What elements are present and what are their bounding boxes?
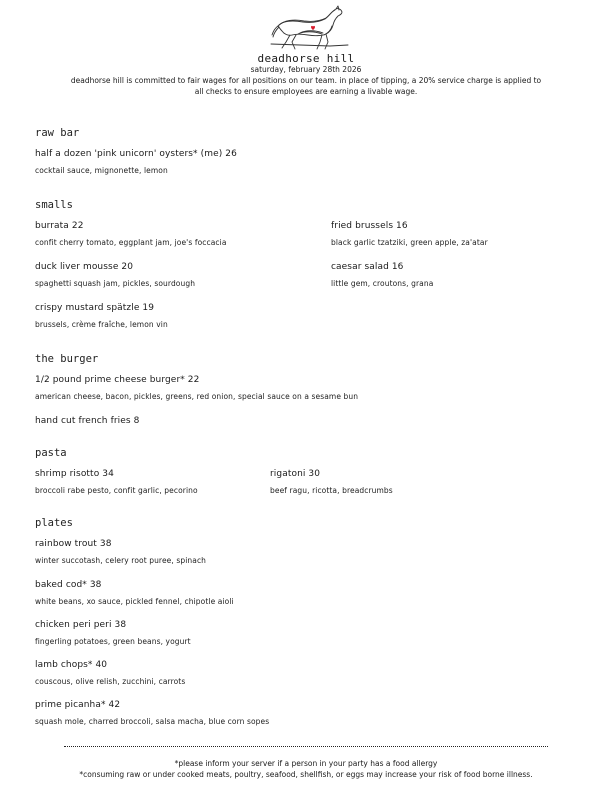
dish-description: american cheese, bacon, pickles, greens, red onion, special sauce on a sesame bun <box>35 392 359 401</box>
section-title-burger: the burger <box>35 353 99 365</box>
horse-icon <box>270 4 350 52</box>
dish-description: fingerling potatoes, green beans, yogurt <box>35 637 191 646</box>
dish-description: little gem, croutons, grana <box>331 279 434 288</box>
wage-notice-line-2: all checks to ensure employees are earning a livable wage. <box>194 87 418 96</box>
dish-name: rainbow trout 38 <box>35 539 112 549</box>
dish-description: squash mole, charred broccoli, salsa macha, blue corn sopes <box>35 717 270 726</box>
raw-food-warning: *consuming raw or under cooked meats, poultry, seafood, shellfish, or eggs may increase your risk of food borne illness. <box>79 770 533 779</box>
dish-name: 1/2 pound prime cheese burger* 22 <box>35 375 200 385</box>
dish-name: half a dozen 'pink unicorn' oysters* (me) 26 <box>35 149 237 159</box>
section-title-pasta: pasta <box>35 447 67 459</box>
dish-name: crispy mustard spätzle 19 <box>35 303 155 313</box>
divider <box>64 746 548 747</box>
allergy-note: *please inform your server if a person in your party has a food allergy <box>174 759 438 768</box>
heart-icon <box>311 26 315 30</box>
dish-description: winter succotash, celery root puree, spinach <box>35 556 207 565</box>
section-title-smalls: smalls <box>35 199 73 211</box>
dish-description: beef ragu, ricotta, breadcrumbs <box>270 486 393 495</box>
wage-notice-line-1: deadhorse hill is committed to fair wages for all positions on our team. in place of tipping, a 20% service charge is applied to <box>70 76 542 85</box>
dish-description: brussels, crème fraîche, lemon vin <box>35 320 168 329</box>
dish-name: burrata 22 <box>35 221 84 231</box>
dish-description: spaghetti squash jam, pickles, sourdough <box>35 279 196 288</box>
dish-name: hand cut french fries 8 <box>35 416 140 426</box>
dish-name: duck liver mousse 20 <box>35 262 134 272</box>
dish-description: black garlic tzatziki, green apple, za'atar <box>331 238 488 247</box>
dish-description: white beans, xo sauce, pickled fennel, chipotle aioli <box>35 597 234 606</box>
dish-description: confit cherry tomato, eggplant jam, joe's foccacia <box>35 238 227 247</box>
menu-date: saturday, february 28th 2026 <box>250 65 362 74</box>
section-title-plates: plates <box>35 517 73 529</box>
dish-name: caesar salad 16 <box>331 262 404 272</box>
dish-name: baked cod* 38 <box>35 580 102 590</box>
dish-description: cocktail sauce, mignonette, lemon <box>35 166 168 175</box>
wage-notice <box>30 75 582 97</box>
dish-name: fried brussels 16 <box>331 221 408 231</box>
dish-name: rigatoni 30 <box>270 469 321 479</box>
dish-description: couscous, olive relish, zucchini, carrots <box>35 677 186 686</box>
section-title-raw-bar: raw bar <box>35 127 80 139</box>
dish-name: chicken peri peri 38 <box>35 620 127 630</box>
dish-description: broccoli rabe pesto, confit garlic, pecorino <box>35 486 198 495</box>
dish-name: prime picanha* 42 <box>35 700 121 710</box>
dish-name: shrimp risotto 34 <box>35 469 114 479</box>
restaurant-name: deadhorse hill <box>257 52 355 65</box>
dish-name: lamb chops* 40 <box>35 660 108 670</box>
